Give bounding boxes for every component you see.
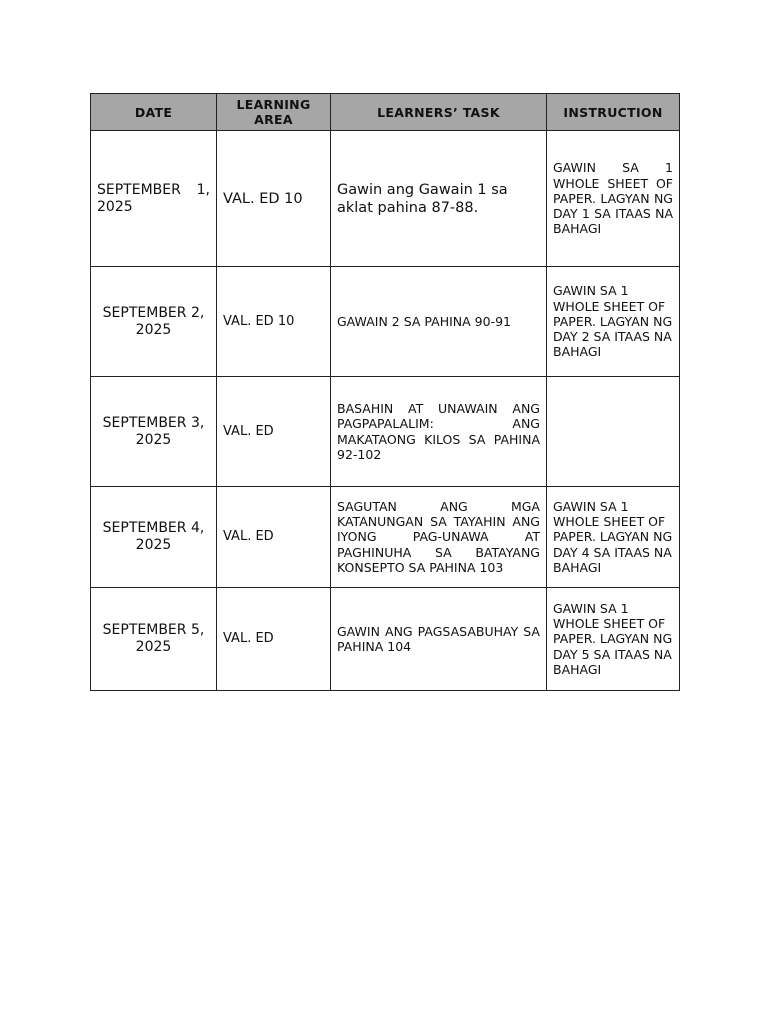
cell-instruction: GAWIN SA 1 WHOLE SHEET OF PAPER. LAGYAN NG DAY 4 SA ITAAS NA BAHAGI — [547, 487, 680, 588]
cell-learning-area: VAL. ED — [217, 588, 331, 691]
cell-learners-task: SAGUTAN ANG MGA KATANUNGAN SA TAYAHIN ANG IYONG PAG-UNAWA AT PAGHINUHA SA BATAYANG KONSEPTO SA PAHINA 103 — [331, 487, 547, 588]
header-date: DATE — [91, 94, 217, 131]
cell-date: SEPTEMBER 4, 2025 — [91, 487, 217, 588]
cell-instruction: GAWIN SA 1 WHOLE SHEET OF PAPER. LAGYAN NG DAY 1 SA ITAAS NA BAHAGI — [547, 131, 680, 267]
cell-learning-area: VAL. ED — [217, 487, 331, 588]
cell-learners-task: Gawin ang Gawain 1 sa aklat pahina 87-88. — [331, 131, 547, 267]
cell-instruction: GAWIN SA 1 WHOLE SHEET OF PAPER. LAGYAN NG DAY 2 SA ITAAS NA BAHAGI — [547, 267, 680, 377]
cell-learning-area: VAL. ED 10 — [217, 131, 331, 267]
cell-date: SEPTEMBER 2, 2025 — [91, 267, 217, 377]
header-learning-area: LEARNING AREA — [217, 94, 331, 131]
header-learners-task: LEARNERS’ TASK — [331, 94, 547, 131]
cell-date: SEPTEMBER 3, 2025 — [91, 377, 217, 487]
table-row — [91, 588, 680, 691]
cell-date: SEPTEMBER 1, 2025 — [91, 131, 217, 267]
weekly-task-table — [90, 93, 680, 691]
cell-learning-area: VAL. ED 10 — [217, 267, 331, 377]
cell-learners-task: BASAHIN AT UNAWAIN ANG PAGPAPALALIM: ANG MAKATAONG KILOS SA PAHINA 92-102 — [331, 377, 547, 487]
cell-learners-task: GAWAIN 2 SA PAHINA 90-91 — [331, 267, 547, 377]
table-row — [91, 131, 680, 267]
cell-instruction — [547, 377, 680, 487]
table-row — [91, 487, 680, 588]
table-row — [91, 377, 680, 487]
table-header-row — [91, 94, 680, 131]
cell-date: SEPTEMBER 5, 2025 — [91, 588, 217, 691]
cell-learners-task: GAWIN ANG PAGSASABUHAY SA PAHINA 104 — [331, 588, 547, 691]
header-instruction: INSTRUCTION — [547, 94, 680, 131]
cell-instruction: GAWIN SA 1 WHOLE SHEET OF PAPER. LAGYAN NG DAY 5 SA ITAAS NA BAHAGI — [547, 588, 680, 691]
table-row — [91, 267, 680, 377]
cell-learning-area: VAL. ED — [217, 377, 331, 487]
